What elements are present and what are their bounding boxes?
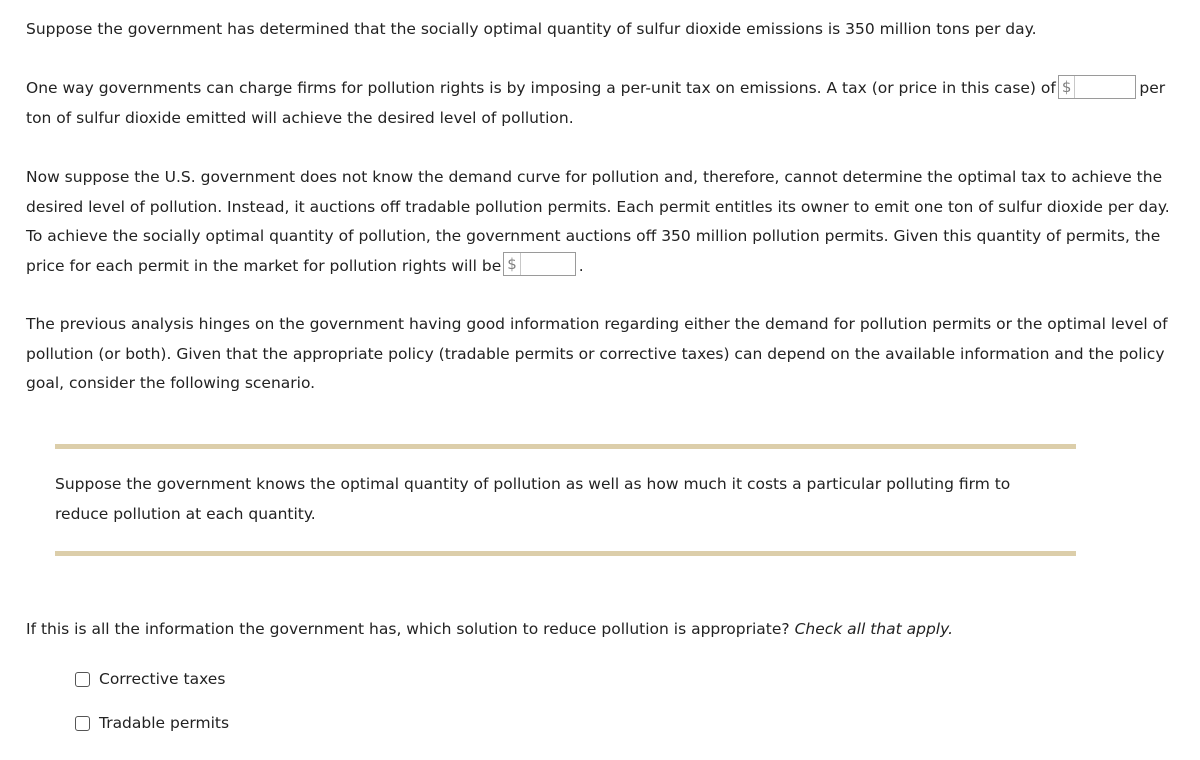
option-label: Tradable permits — [99, 714, 230, 732]
intro-paragraph: Suppose the government has determined that the socially optimal quantity of sulfur dioxide emissions is 350 million tons per day. — [26, 20, 1037, 38]
tax-text-after: per ton of sulfur dioxide emitted will achieve the desired level of pollution. — [26, 79, 1166, 127]
question-prompt: If this is all the information the government has, which solution to reduce pollution is appropriate? — [26, 620, 790, 638]
scenario-divider-bottom — [55, 551, 1076, 556]
tax-text-before: One way governments can charge firms for pollution rights is by imposing a per-unit tax on emissions. A tax (or price in this case) of — [26, 79, 1056, 97]
tax-amount-field — [1058, 75, 1137, 99]
tradable-permits-checkbox[interactable] — [75, 716, 90, 731]
scenario-text: Suppose the government knows the optimal quantity of pollution as well as how much it costs a particular polluting firm to reduce pollution at each quantity. — [55, 475, 1011, 523]
option-label: Corrective taxes — [99, 670, 226, 688]
option-corrective-taxes[interactable] — [75, 670, 225, 688]
permits-text-before: Now suppose the U.S. government does not know the demand curve for pollution and, therefore, cannot determine the optimal tax to achieve the desired level of pollution. Instead, it auctions off tradable pollution permits. Each permit entitles its owner to emit one ton of sulfur dioxide per day. To achieve the socially optimal quantity of pollution, the government auctions off 350 million pollution permits. Given this quantity of permits, the price for each permit in the market for pollution rights will be — [26, 168, 1170, 275]
tax-paragraph — [26, 74, 1176, 133]
permit-price-field — [503, 252, 576, 276]
permits-text-after: . — [578, 256, 584, 275]
question-text — [26, 615, 953, 645]
question-instruction: Check all that apply. — [794, 620, 953, 638]
permits-paragraph — [26, 163, 1176, 281]
dollar-sign-label: $ — [1059, 76, 1076, 98]
tax-amount-input[interactable] — [1075, 76, 1135, 98]
analysis-paragraph: The previous analysis hinges on the government having good information regarding either the demand for pollution permits or the optimal level of pollution (or both). Given that the appropriate policy (tradable permits or corrective taxes) can depend on the available information and the policy goal, consider the following scenario. — [26, 315, 1168, 392]
dollar-sign-label: $ — [504, 253, 521, 275]
corrective-taxes-checkbox[interactable] — [75, 672, 90, 687]
option-tradable-permits[interactable] — [75, 714, 229, 732]
scenario-divider-top — [55, 444, 1076, 449]
permit-price-input[interactable] — [521, 253, 575, 275]
